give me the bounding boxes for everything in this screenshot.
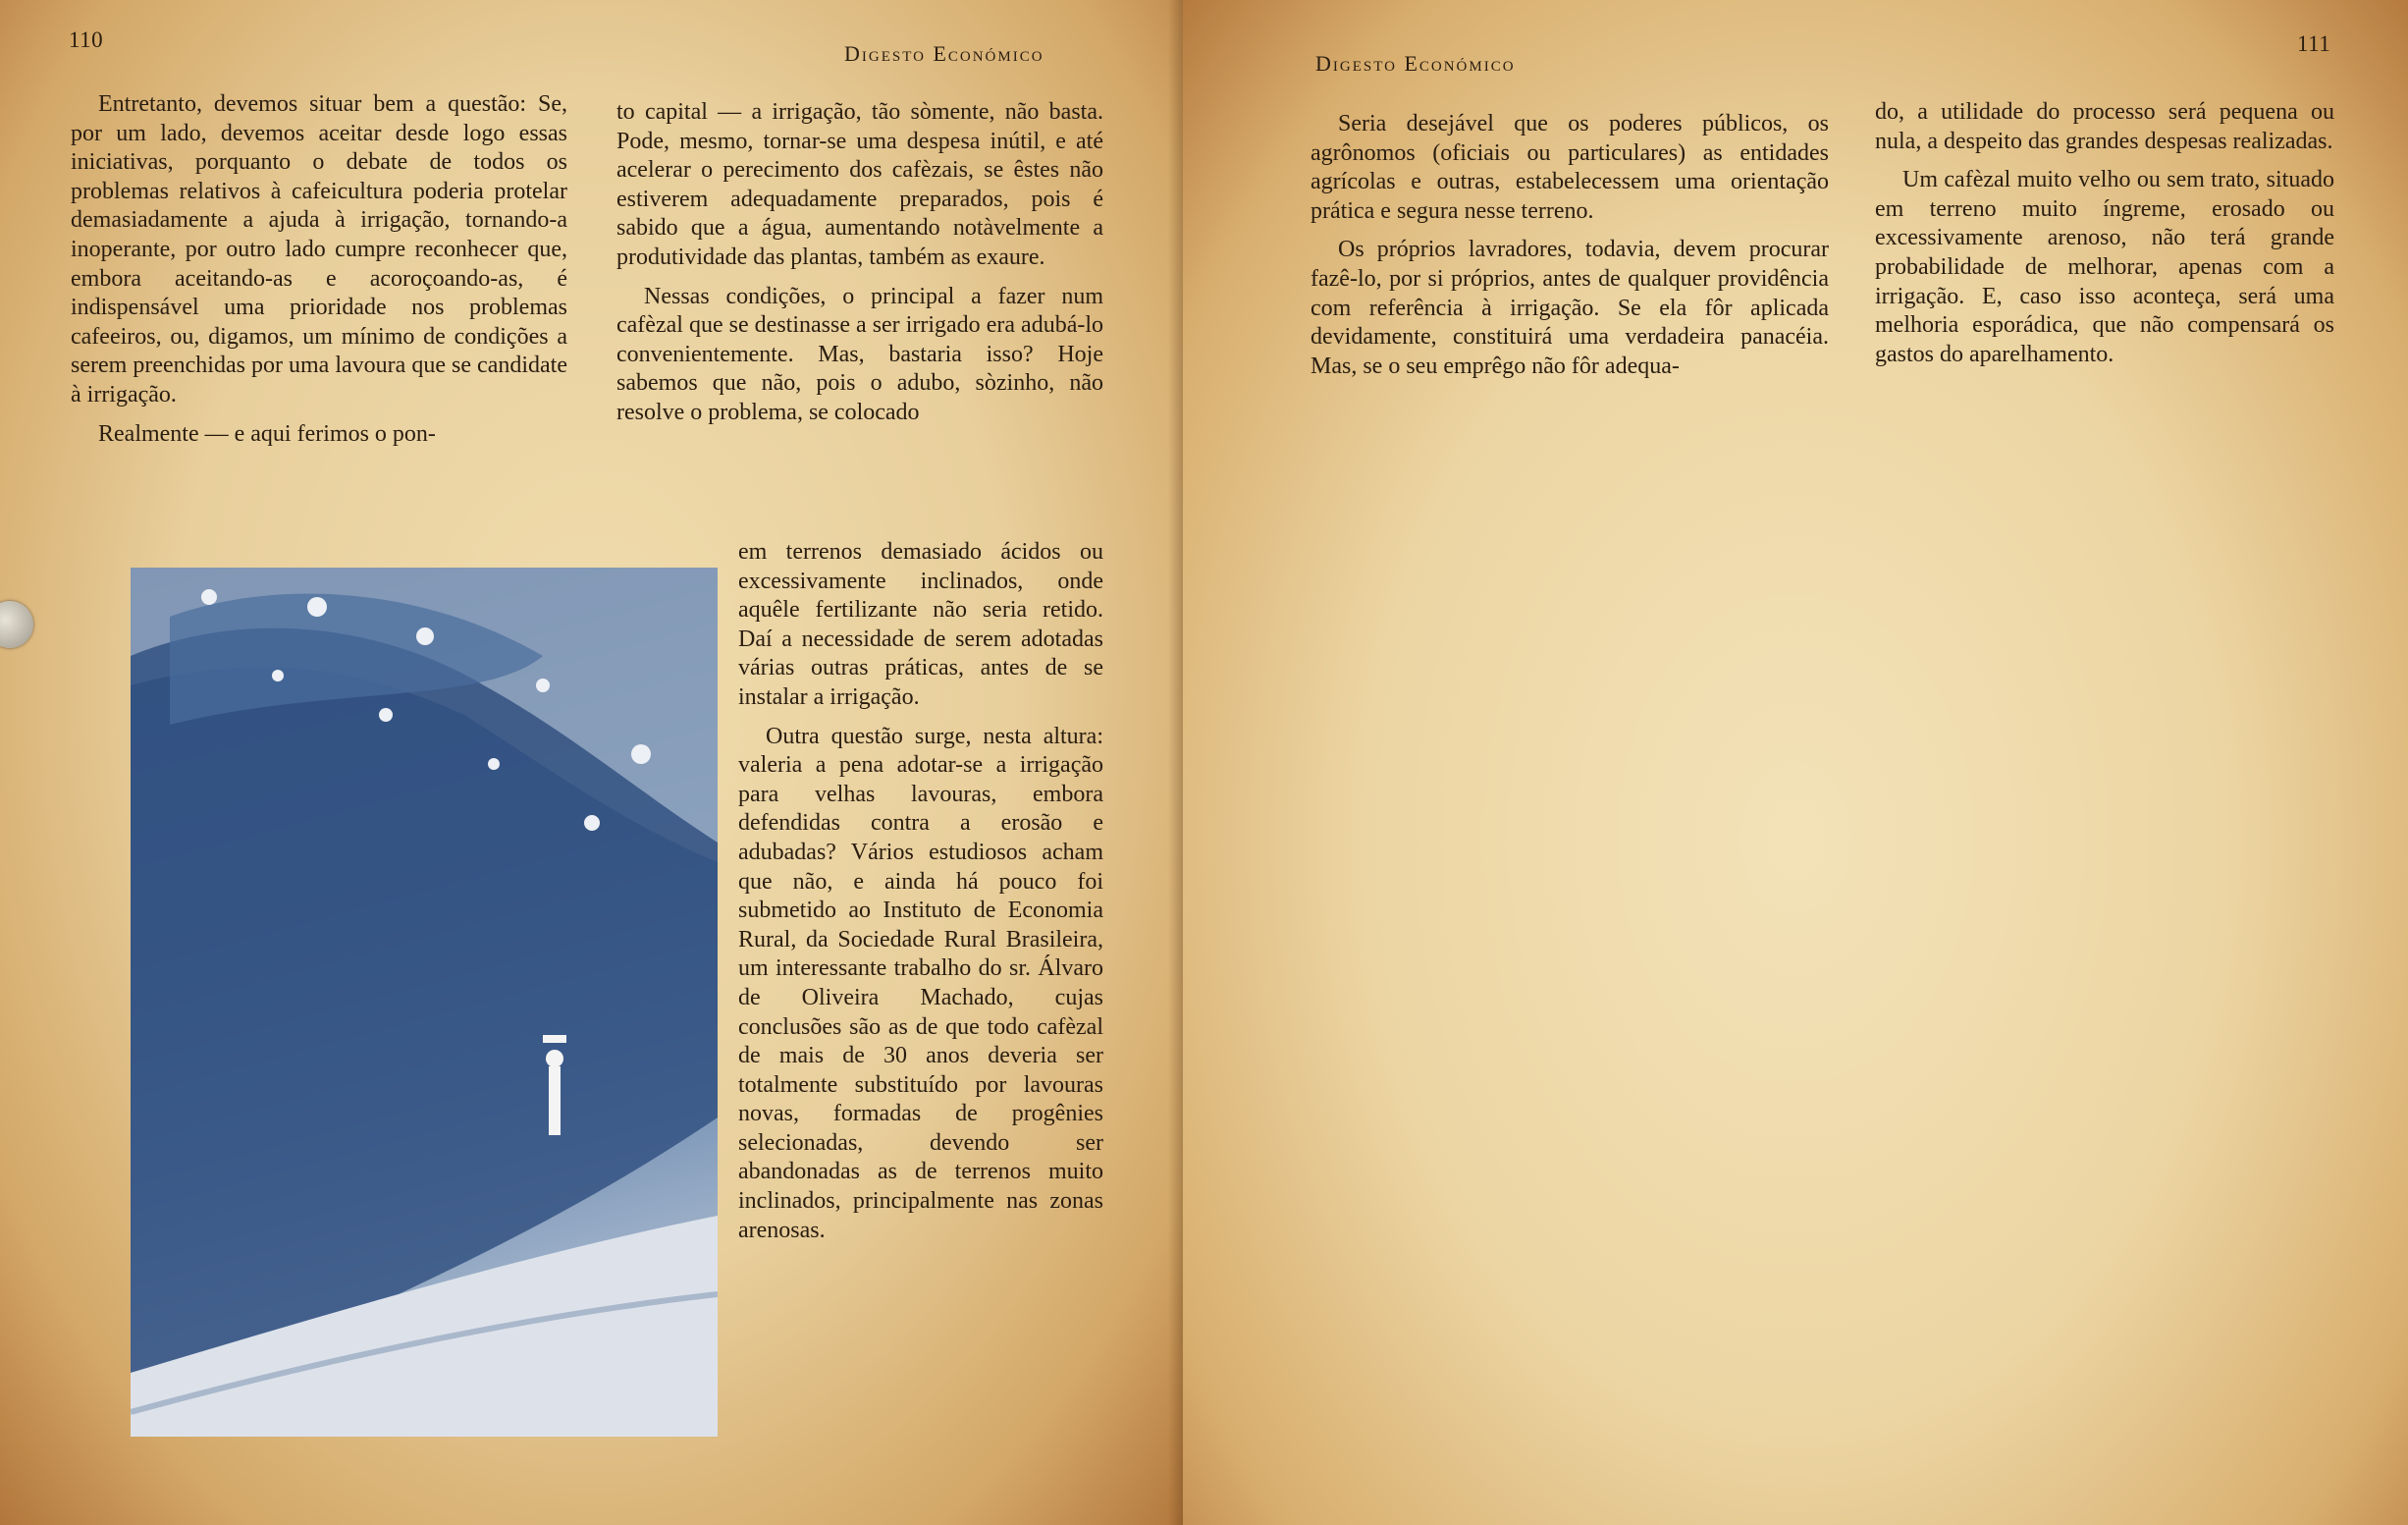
paragraph: Entretanto, devemos situar bem a questão: Se, por um lado, devemos aceitar desde logo essas iniciativas, porquanto o debate de todos os problemas relativos à cafeicultura poderia protelar demasiadamente a ajuda à irrigação, tornando-a inoperante, por outro lado cumpre reconhecer que, embora aceitando-as e acoroçoando-as, é indispensável uma prioridade nos problemas cafeeiros, ou, digamos, um mínimo de condições a serem preenchidas por uma lavoura que se candidate à irrigação. <box>71 91 567 408</box>
paragraph: Outra questão surge, nesta altura: valeria a pena adotar-se a irrigação para velhas lavouras, embora defendidas contra a erosão e adubadas? Vários estudiosos acham que não, e ainda há pouco foi submetido ao Instituto de Economia Rural, da Sociedade Rural Brasileira, um interessante trabalho do sr. Álvaro de Oliveira Machado, cujas conclusões são as de que todo cafèzal de mais de 30 anos deveria ser totalmente substituído por lavouras novas, formadas de progênies selecionadas, devendo ser abandonadas as de terrenos muito inclinados, principalmente nas zonas arenosas. <box>738 723 1103 1243</box>
coffee-field-photo <box>131 568 718 1437</box>
paragraph: em terrenos demasiado ácidos ou excessivamente inclinados, onde aquêle fertilizante não seria retido. Daí a necessidade de serem adotadas várias outras práticas, antes de se instalar a irrigação. <box>738 539 1103 710</box>
paragraph: to capital — a irrigação, tão sòmente, não basta. Pode, mesmo, tornar-se uma despesa inútil, e até acelerar o perecimento dos cafèzais, se êstes não estiverem adequadamente preparados, pois é sabido que a água, aumentando notàvelmente a produtividade das plantas, também as exaure. <box>616 99 1103 270</box>
right-column-2 <box>1875 98 2334 369</box>
left-page <box>0 0 1188 1525</box>
paragraph: Nessas condições, o principal a fazer num cafèzal que se destinasse a ser irrigado era adubá-lo convenientemente. Mas, bastaria isso? Hoje sabemos que não, pois o adubo, sòzinho, não resolve o problema, se colocado <box>616 283 1103 425</box>
paragraph: Um cafèzal muito velho ou sem trato, situado em terreno muito íngreme, erosado ou excessivamente arenoso, não terá grande probabilidade de melhorar, apenas com a irrigação. E, caso isso aconteça, será uma melhoria esporádica, que não compensará os gastos do aparelhamento. <box>1875 167 2334 367</box>
left-column-2-wrap <box>738 538 1103 1245</box>
running-head-left: Digesto Económico <box>844 41 1044 66</box>
left-column-2 <box>616 98 1103 428</box>
punch-hole <box>0 601 33 648</box>
paragraph: Seria desejável que os poderes públicos, os agrônomos (oficiais ou particulares) as entidades agrícolas e outras, estabelecessem uma orientação prática e segura nesse terreno. <box>1311 111 1829 224</box>
right-column-1 <box>1311 110 1829 381</box>
paragraph: Os próprios lavradores, todavia, devem procurar fazê-lo, por si próprios, antes de qualquer providência com referência à irrigação. Se ela fôr aplicada devidamente, constituirá uma verdadeira panacéia. Mas, se o seu emprêgo não fôr adequa- <box>1311 237 1829 379</box>
left-column-1 <box>71 90 567 449</box>
paragraph: do, a utilidade do processo será pequena ou nula, a despeito das grandes despesas realizadas. <box>1875 99 2334 154</box>
page-number-left: 110 <box>69 27 104 52</box>
page-number-right: 111 <box>2297 31 2331 56</box>
running-head-right: Digesto Económico <box>1315 51 1516 76</box>
paragraph: Realmente — e aqui ferimos o pon- <box>98 420 436 447</box>
right-page <box>1183 0 2408 1525</box>
